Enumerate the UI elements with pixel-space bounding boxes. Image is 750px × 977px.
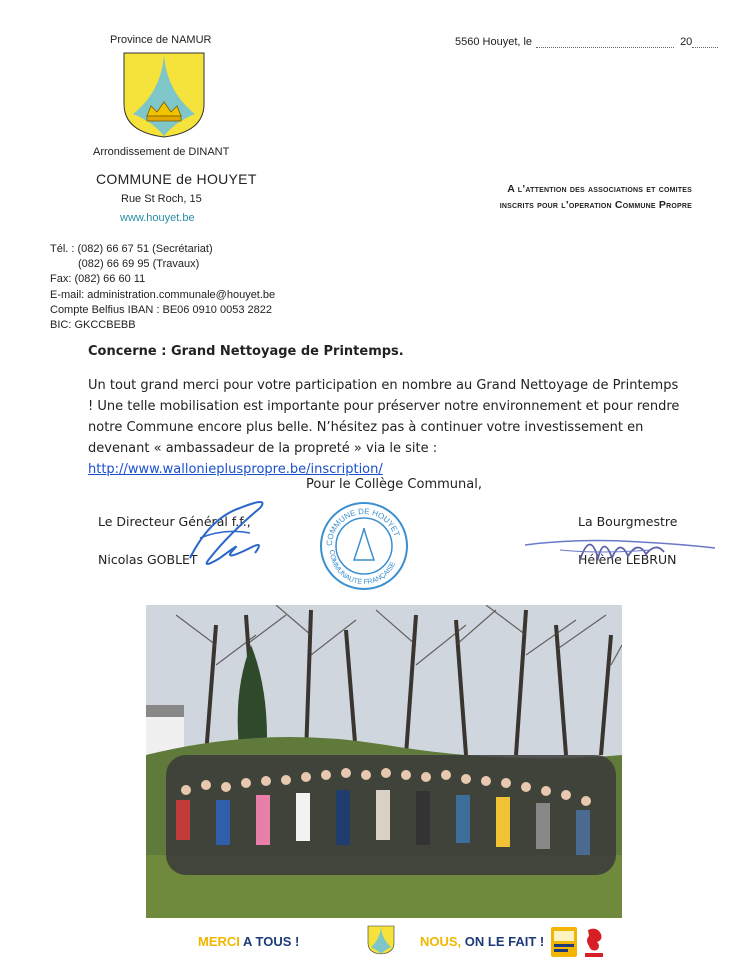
mayor-name: Hélène LEBRUN — [578, 552, 677, 567]
nous-word: NOUS, — [420, 934, 462, 949]
body-paragraph — [88, 375, 683, 480]
year-blank — [692, 37, 718, 48]
street-address: Rue St Roch, 15 — [121, 193, 202, 205]
mayor-title: La Bourgmestre — [578, 514, 678, 529]
website-link[interactable]: www.houyet.be — [120, 212, 195, 224]
commune-name: COMMUNE de HOUYET — [96, 171, 257, 187]
houyet-coat-of-arms-icon — [367, 925, 395, 955]
bank-bic: BIC: GKCCBEBB — [50, 319, 136, 331]
footer-on-le-fait-slogan — [420, 934, 544, 949]
attention-line-1: A l’attention des associations et comites — [507, 183, 692, 195]
wallonie-plus-propre-logo — [551, 927, 577, 957]
mayor-signature — [520, 520, 720, 575]
director-name: Nicolas GOBLET — [98, 552, 198, 567]
director-signature — [180, 488, 280, 578]
date-year: 20 — [680, 36, 693, 48]
email-address: E-mail: administration.communale@houyet.be — [50, 289, 276, 301]
closing-line: Pour le Collège Communal, — [306, 477, 482, 492]
footer-merci-slogan — [198, 934, 299, 949]
on-le-fait-words: ON LE FAIT ! — [464, 934, 545, 949]
attention-line-2: inscrits pour l’operation Commune Propre — [499, 199, 692, 211]
date-blank — [536, 37, 674, 48]
group-photo — [146, 605, 622, 918]
a-tous-words: A TOUS ! — [243, 934, 300, 949]
houyet-coat-of-arms-icon — [123, 52, 205, 138]
phone-secretariat: Tél. : (082) 66 67 51 (Secrétariat) — [50, 243, 213, 255]
body-text: Un tout grand merci pour votre participation en nombre au Grand Nettoyage de Printemps ! Une telle mobilisation est importante pour préserver notre environnement et pour rendre notre Commune encore plus belle. N’hésitez pas à continuer votre investissement en devenant « ambassadeur de la propreté » via le site : — [88, 378, 680, 456]
wallonie-rooster-logo — [583, 926, 605, 960]
stamp-bottom-text: COMMUNAUTÉ FRANÇAISE — [327, 549, 398, 587]
province-label: Province de NAMUR — [110, 34, 212, 46]
merci-word: MERCI — [198, 934, 240, 949]
phone-works: (082) 66 69 95 (Travaux) — [78, 258, 200, 270]
subject-line: Concerne : Grand Nettoyage de Printemps. — [88, 344, 404, 359]
fax-number: Fax: (082) 66 60 11 — [50, 273, 146, 285]
date-line — [455, 36, 718, 48]
bank-iban: Compte Belfius IBAN : BE06 0910 0053 2822 — [50, 304, 272, 316]
arrondissement-label: Arrondissement de DINANT — [93, 146, 230, 158]
inscription-link[interactable]: http://www.walloniepluspropre.be/inscription/ — [88, 462, 383, 477]
date-prefix: 5560 Houyet, le — [455, 36, 533, 48]
municipal-stamp-icon — [318, 500, 410, 592]
director-title: Le Directeur Général f.f., — [98, 514, 251, 529]
stamp-top-text: COMMUNE DE HOUYET — [324, 506, 402, 547]
